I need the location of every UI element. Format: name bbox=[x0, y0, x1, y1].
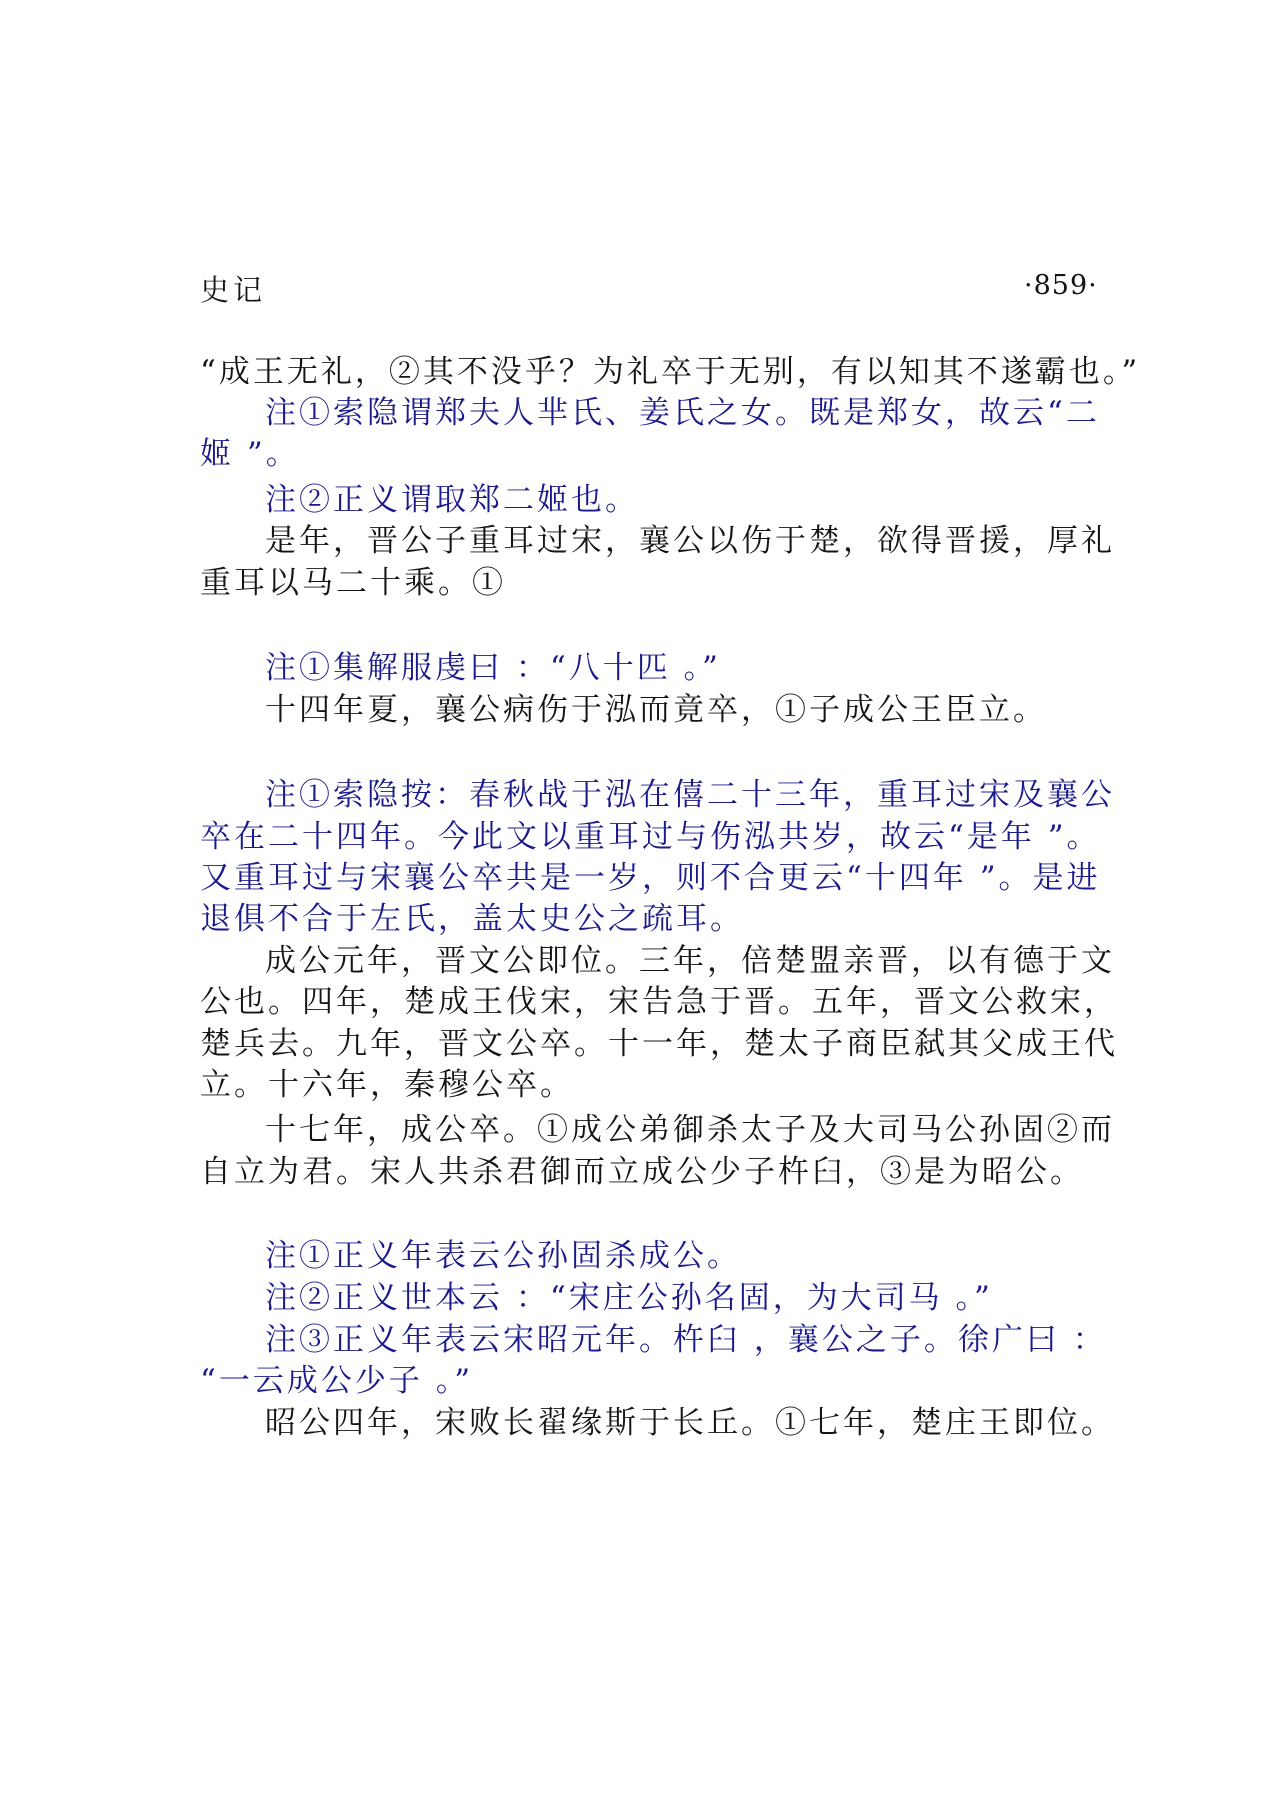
text-line: 成公元年，晋文公即位。三年，倍楚盟亲晋，以有德于文 bbox=[265, 943, 1115, 979]
note-line: 注②正义世本云 ：“宋庄公孙名固，为大司马 。” bbox=[265, 1280, 993, 1316]
note-line: 注①集解服虔曰 ：“八十匹 。” bbox=[265, 650, 721, 686]
text-line: 十四年夏，襄公病伤于泓而竟卒，①子成公王臣立。 bbox=[265, 692, 1047, 728]
text-line: 昭公四年，宋败长翟缘斯于长丘。①七年，楚庄王即位。 bbox=[265, 1405, 1115, 1441]
note-line: 注①索隐谓郑夫人芈氏、姜氏之女。既是郑女，故云“二 bbox=[265, 395, 1100, 431]
text-line: 自立为君。宋人共杀君御而立成公少子杵臼，③是为昭公。 bbox=[200, 1154, 1084, 1190]
note-line: 注①索隐按：春秋战于泓在僖二十三年，重耳过宋及襄公 bbox=[265, 777, 1115, 813]
page-number: ·859· bbox=[1024, 270, 1098, 301]
note-line: 注③正义年表云宋昭元年。杵臼 ，襄公之子。徐广曰 ： bbox=[265, 1322, 1107, 1358]
text-line: “成王无礼，②其不没乎？为礼卒于无别，有以知其不遂霸也。” bbox=[200, 354, 1141, 390]
text-line: 楚兵去。九年，晋文公卒。十一年，楚太子商臣弑其父成王代 bbox=[200, 1026, 1118, 1062]
note-line: 注①正义年表云公孙固杀成公。 bbox=[265, 1238, 741, 1274]
note-line: 注②正义谓取郑二姬也。 bbox=[265, 482, 639, 518]
note-line: 退俱不合于左氏，盖太史公之疏耳。 bbox=[200, 901, 744, 937]
text-line: 是年，晋公子重耳过宋，襄公以伤于楚，欲得晋援，厚礼 bbox=[265, 523, 1115, 559]
note-line: 卒在二十四年。今此文以重耳过与伤泓共岁，故云“是年 ”。 bbox=[200, 819, 1101, 855]
note-line: “一云成公少子 。” bbox=[200, 1363, 474, 1399]
text-line: 十七年，成公卒。①成公弟御杀太子及大司马公孙固②而 bbox=[265, 1112, 1115, 1148]
note-line: 姬 ”。 bbox=[200, 436, 300, 472]
text-line: 立。十六年，秦穆公卒。 bbox=[200, 1067, 574, 1103]
book-title: 史记 bbox=[200, 273, 267, 307]
text-line: 重耳以马二十乘。① bbox=[200, 565, 506, 601]
text-line: 公也。四年，楚成王伐宋，宋告急于晋。五年，晋文公救宋， bbox=[200, 984, 1118, 1020]
note-line: 又重耳过与宋襄公卒共是一岁，则不合更云“十四年 ”。是进 bbox=[200, 860, 1101, 896]
